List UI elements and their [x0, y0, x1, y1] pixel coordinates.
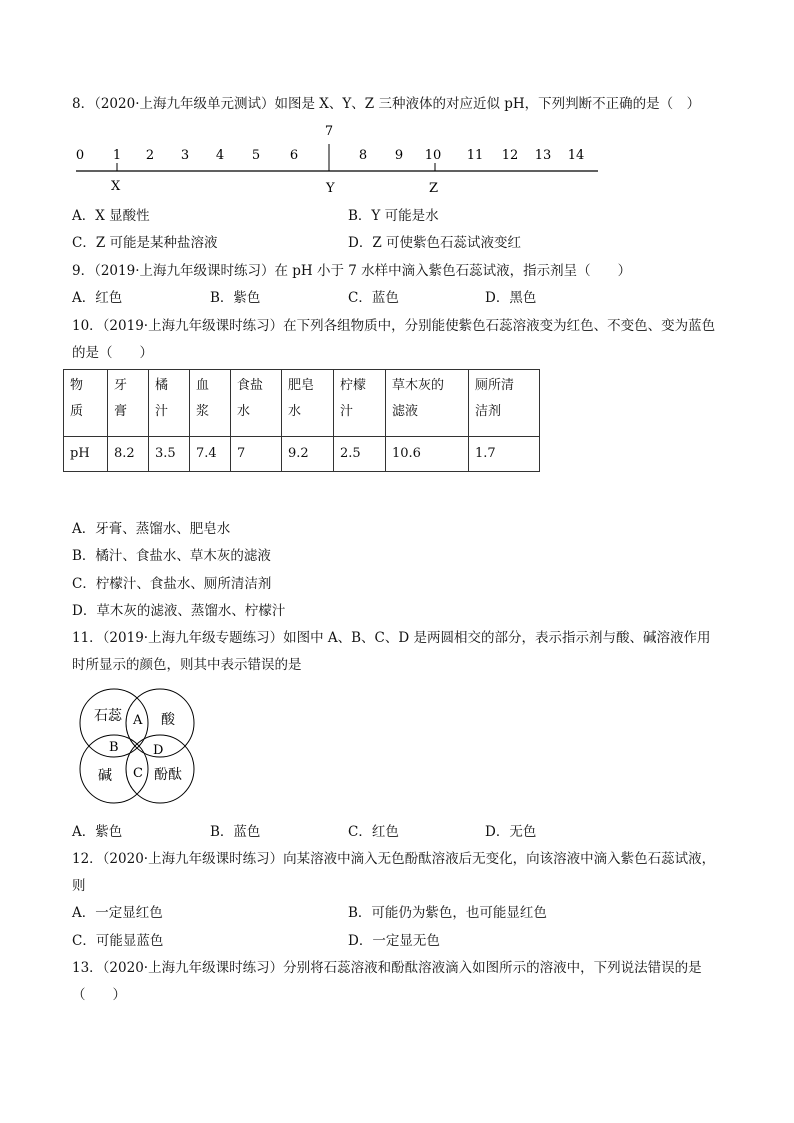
- ph-scale-label-14: 14: [567, 148, 585, 163]
- q10-stem-line1: 10．（2019·上海九年级课时练习）在下列各组物质中，分别能使紫色石蕊溶液变为红色、不变色、变为蓝色: [72, 318, 716, 334]
- label-acid: 酸: [161, 712, 175, 728]
- ph-table: [63, 369, 540, 472]
- ph-scale-label-10: 10: [424, 148, 442, 163]
- ph-table-value-row: pH 8.2 3.5 7.4 7 9.2 2.5 10.6 1.7: [64, 437, 540, 472]
- region-a-label: A: [133, 713, 143, 728]
- q10-option-a: A．牙膏、蒸馏水、肥皂水: [72, 521, 231, 537]
- q11-option-d: D．无色: [485, 824, 537, 840]
- ph-scale-label-13: 13: [534, 148, 552, 163]
- q10-option-b: B．橘汁、食盐水、草木灰的滤液: [72, 548, 271, 564]
- ph-scale-diagram: [70, 118, 610, 200]
- region-b-label: B: [109, 740, 119, 755]
- q13-stem-line2: （ ）: [72, 987, 126, 1003]
- q11-option-c: C．红色: [348, 824, 399, 840]
- ph-scale-label-9: 9: [394, 148, 404, 163]
- q12-option-d: D．一定显无色: [348, 933, 440, 949]
- ph-scale-label-2: 2: [145, 148, 155, 163]
- q9-stem: 9．（2019·上海九年级课时练习）在 pH 小于 7 水样中滴入紫色石蕊试液，指示剂呈（ ）: [72, 263, 632, 279]
- q11-stem-line2: 时所显示的颜色，则其中表示错误的是: [72, 657, 302, 673]
- q9-option-c: C．蓝色: [348, 290, 399, 306]
- ph-scale-label-4: 4: [215, 148, 225, 163]
- liquid-label-y: Y: [326, 181, 335, 196]
- ph-scale-label-12: 12: [501, 148, 519, 163]
- q9-option-b: B．紫色: [210, 290, 261, 306]
- indicator-circles-diagram: [72, 685, 202, 807]
- liquid-label-z: Z: [429, 181, 439, 196]
- label-base: 碱: [98, 768, 112, 784]
- ph-scale-label-1: 1: [112, 148, 122, 163]
- ph-scale-label-3: 3: [180, 148, 190, 163]
- q11-option-a: A．紫色: [72, 824, 123, 840]
- label-litmus: 石蕊: [94, 708, 122, 724]
- ph-table-header-row: 物 质 牙 膏 橘 汁 血 浆 食盐 水 肥皂 水 柠檬 汁 草木灰的 滤液 厕所清 洁剂: [64, 370, 540, 437]
- q12-stem-line1: 12．（2020·上海九年级课时练习）向某溶液中滴入无色酚酞溶液后无变化，向该溶液中滴入紫色石蕊试液，: [72, 851, 716, 867]
- ph-scale-label-7: 7: [324, 124, 334, 139]
- q12-option-a: A．一定显红色: [72, 905, 163, 921]
- ph-scale-label-5: 5: [251, 148, 261, 163]
- q10-stem-line2: 的是（ ）: [72, 345, 153, 361]
- ph-scale-label-11: 11: [466, 148, 484, 163]
- q12-option-b: B．可能仍为紫色，也可能显红色: [348, 905, 547, 921]
- q13-stem-line1: 13．（2020·上海九年级课时练习）分别将石蕊溶液和酚酞溶液滴入如图所示的溶液中，下列说法错误的是: [72, 960, 702, 976]
- liquid-label-x: X: [111, 179, 121, 194]
- q8-option-b: B．Y 可能是水: [348, 208, 439, 224]
- q12-stem-line2: 则: [72, 878, 86, 894]
- q8-stem: 8．（2020·上海九年级单元测试）如图是 X、Y、Z 三种液体的对应近似 pH，下列判断不正确的是（ ）: [72, 96, 701, 112]
- q11-stem-line1: 11．（2019·上海九年级专题练习）如图中 A、B、C、D 是两圆相交的部分，表示指示剂与酸、碱溶液作用: [72, 630, 711, 646]
- ph-scale-label-0: 0: [75, 148, 85, 163]
- q11-option-b: B．蓝色: [210, 824, 261, 840]
- q10-option-d: D．草木灰的滤液、蒸馏水、柠檬汁: [72, 603, 286, 619]
- region-d-label: D: [153, 743, 164, 758]
- label-phenolphthalein: 酚酞: [154, 767, 182, 783]
- q8-option-d: D．Z 可使紫色石蕊试液变红: [348, 235, 521, 251]
- q8-option-c: C．Z 可能是某种盐溶液: [72, 235, 218, 251]
- q10-option-c: C．柠檬汁、食盐水、厕所清洁剂: [72, 576, 272, 592]
- q9-option-a: A．红色: [72, 290, 123, 306]
- ph-scale-label-6: 6: [289, 148, 299, 163]
- region-c-label: C: [133, 766, 143, 781]
- q9-option-d: D．黑色: [485, 290, 537, 306]
- q8-option-a: A．X 显酸性: [72, 208, 150, 224]
- ph-scale-label-8: 8: [358, 148, 368, 163]
- q12-option-c: C．可能显蓝色: [72, 933, 164, 949]
